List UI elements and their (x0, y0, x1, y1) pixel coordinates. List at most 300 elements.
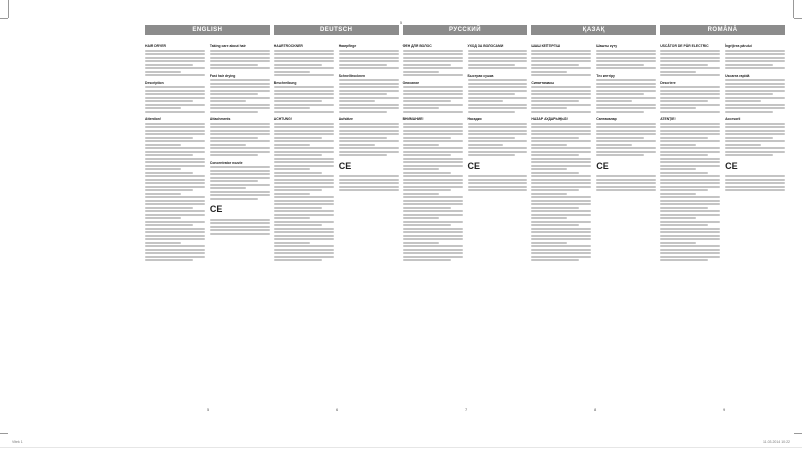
text-line (274, 224, 322, 226)
text-line (468, 111, 516, 113)
section-heading: ATENŢIE! (660, 117, 676, 121)
text-line (725, 104, 785, 106)
text-line (210, 79, 270, 81)
text-line (531, 224, 579, 226)
text-line (725, 126, 785, 128)
text-line (725, 137, 773, 139)
text-line (468, 189, 528, 191)
language-header: РУССКИЙ (403, 25, 528, 35)
text-line (531, 214, 591, 216)
text-line (274, 133, 334, 135)
section-heading: Тез кептіру (596, 73, 615, 78)
text-line (274, 200, 334, 202)
text-line (274, 144, 310, 146)
text-line (596, 57, 656, 59)
text-line (468, 83, 528, 85)
text-line (531, 235, 591, 237)
text-line (145, 224, 193, 226)
text-line (145, 104, 205, 106)
text-line (660, 147, 720, 149)
text-line (403, 214, 463, 216)
text-line (403, 158, 463, 160)
text-line (145, 74, 205, 76)
text-line (403, 207, 451, 209)
text-line (210, 233, 270, 235)
text-line (210, 222, 270, 224)
text-line (531, 186, 591, 188)
text-line (274, 104, 334, 106)
text-line (274, 207, 322, 209)
text-line (660, 67, 720, 69)
text-line (725, 154, 773, 156)
section-heading: Насадки (467, 117, 482, 121)
text-line (468, 90, 528, 92)
text-line (274, 147, 334, 149)
text-line (468, 67, 528, 69)
text-line (403, 231, 463, 233)
text-line (403, 179, 463, 181)
text-line (274, 238, 334, 240)
text-line (531, 179, 591, 181)
text-line (660, 249, 720, 251)
text-line (531, 154, 579, 156)
text-line (660, 203, 720, 205)
text-line (274, 210, 334, 212)
text-line (210, 123, 270, 125)
text-line (660, 111, 720, 113)
text-line (339, 93, 387, 95)
text-line (145, 97, 205, 99)
left-text-column (274, 41, 334, 400)
text-line (596, 67, 656, 69)
text-line (274, 53, 334, 55)
section-heading: Описание (402, 80, 420, 85)
text-line (274, 182, 334, 184)
text-line (145, 172, 193, 174)
text-line (339, 130, 399, 132)
ce-mark-icon: CE (725, 160, 738, 171)
text-line (403, 107, 439, 109)
section-heading: Beschreibung (273, 80, 297, 85)
text-line (725, 57, 785, 59)
text-line (660, 97, 720, 99)
section-heading: Haarpflege (338, 44, 357, 48)
text-line (339, 107, 399, 109)
text-line (725, 53, 785, 55)
text-line (531, 147, 591, 149)
language-header: DEUTSCH (274, 25, 399, 35)
text-line (468, 123, 528, 125)
text-line (403, 137, 451, 139)
text-line (531, 161, 591, 163)
text-line (403, 165, 463, 167)
text-line (403, 140, 463, 142)
text-line (145, 107, 181, 109)
text-line (403, 200, 463, 202)
text-line (339, 86, 399, 88)
section-heading: Aufsätze (338, 117, 353, 121)
text-line (660, 64, 708, 66)
text-line (403, 203, 463, 205)
text-line (403, 235, 463, 237)
language-section-english (145, 25, 270, 400)
section-heading: Быстрая сушка (467, 73, 494, 78)
text-line (531, 57, 591, 59)
text-line (596, 126, 656, 128)
text-line (145, 100, 193, 102)
text-line (660, 71, 696, 73)
text-line (660, 259, 708, 261)
text-line (274, 259, 322, 261)
section-heading: Attachments (209, 117, 231, 121)
text-line (596, 189, 656, 191)
text-line (339, 64, 387, 66)
right-text-column (596, 41, 656, 400)
text-line (660, 224, 708, 226)
right-text-column (210, 41, 270, 400)
text-line (274, 130, 334, 132)
left-text-column (403, 41, 463, 400)
text-line (145, 165, 205, 167)
text-line (274, 86, 334, 88)
text-line (468, 175, 528, 177)
text-line (339, 140, 399, 142)
text-line (596, 175, 656, 177)
text-line (210, 60, 270, 62)
text-line (210, 173, 270, 175)
text-line (596, 154, 644, 156)
text-line (339, 147, 399, 149)
text-line (145, 168, 181, 170)
text-line (531, 168, 567, 170)
section-heading: ШАШ КЕПТІРГІШ (531, 44, 560, 48)
text-line (531, 207, 579, 209)
text-line (531, 193, 567, 195)
section-heading: Schnelltrocknen (338, 73, 366, 78)
text-line (531, 137, 579, 139)
section-heading: Concentrator nozzle (209, 160, 243, 165)
crop-mark (794, 433, 802, 434)
text-line (339, 104, 399, 106)
text-line (274, 123, 334, 125)
text-line (339, 111, 387, 113)
text-line (660, 214, 720, 216)
text-line (596, 53, 656, 55)
text-line (660, 196, 720, 198)
text-line (531, 210, 591, 212)
text-line (339, 186, 399, 188)
text-line (210, 166, 270, 168)
text-line (468, 147, 528, 149)
text-line (145, 235, 205, 237)
text-line (339, 133, 399, 135)
text-line (531, 74, 591, 76)
text-line (274, 140, 334, 142)
text-line (403, 86, 463, 88)
text-line (725, 144, 761, 146)
text-line (145, 242, 181, 244)
text-line (403, 186, 463, 188)
text-line (210, 191, 270, 193)
text-line (403, 111, 463, 113)
section-heading: Descriere (660, 80, 676, 85)
text-line (531, 67, 591, 69)
text-line (660, 165, 720, 167)
text-line (468, 130, 528, 132)
text-line (210, 133, 270, 135)
text-line (725, 182, 785, 184)
text-line (274, 64, 322, 66)
text-line (210, 140, 270, 142)
text-line (210, 154, 258, 156)
text-line (274, 67, 334, 69)
text-line (403, 97, 463, 99)
text-line (274, 126, 334, 128)
section-heading: Uscarea rapidă (725, 73, 750, 78)
text-line (725, 186, 785, 188)
text-line (403, 50, 463, 52)
text-line (274, 175, 334, 177)
text-line (145, 256, 205, 258)
text-line (596, 151, 656, 153)
text-line (274, 214, 334, 216)
text-line (660, 133, 720, 135)
text-line (468, 79, 528, 81)
text-line (339, 53, 399, 55)
text-line (274, 221, 334, 223)
text-line (660, 144, 696, 146)
section-heading: USCĂTOR DE PĂR ELECTRIC (660, 44, 709, 48)
text-line (660, 104, 720, 106)
ce-mark-icon: CE (596, 160, 609, 171)
text-line (468, 151, 528, 153)
text-line (660, 100, 708, 102)
text-line (725, 60, 785, 62)
text-line (403, 172, 451, 174)
text-line (145, 93, 205, 95)
text-line (531, 144, 567, 146)
text-line (660, 217, 696, 219)
page-number: 7 (465, 407, 468, 412)
text-line (145, 221, 205, 223)
text-line (468, 154, 516, 156)
text-line (403, 151, 463, 153)
text-line (403, 71, 439, 73)
text-line (339, 151, 399, 153)
text-line (145, 90, 205, 92)
section-heading: НАЗАР АУДАРЫҢЫЗ! (531, 117, 568, 121)
text-line (531, 93, 591, 95)
text-line (531, 228, 591, 230)
text-line (339, 182, 399, 184)
section-heading: Îngrijirea părului (725, 44, 752, 48)
text-line (145, 259, 193, 261)
section-heading: HAIR DRYER (145, 44, 166, 48)
text-line (274, 97, 334, 99)
text-line (274, 93, 334, 95)
text-line (145, 175, 205, 177)
text-line (468, 186, 528, 188)
right-text-column (468, 41, 528, 400)
text-line (210, 53, 270, 55)
text-line (403, 189, 451, 191)
text-line (660, 60, 720, 62)
text-line (274, 189, 322, 191)
text-line (403, 259, 451, 261)
text-line (274, 242, 310, 244)
text-line (725, 179, 785, 181)
text-line (596, 79, 656, 81)
text-line (145, 53, 205, 55)
text-line (145, 60, 205, 62)
text-line (145, 189, 193, 191)
text-line (660, 130, 720, 132)
text-line (531, 111, 591, 113)
text-line (145, 130, 205, 132)
text-line (660, 74, 720, 76)
text-line (274, 71, 310, 73)
text-line (274, 158, 334, 160)
text-line (531, 64, 579, 66)
text-line (596, 90, 656, 92)
text-line (210, 170, 270, 172)
text-line (468, 50, 528, 52)
right-text-column (339, 41, 399, 400)
text-line (210, 226, 270, 228)
text-line (531, 165, 591, 167)
text-line (145, 179, 205, 181)
text-line (403, 224, 451, 226)
text-line (531, 97, 591, 99)
text-line (274, 74, 334, 76)
text-line (403, 130, 463, 132)
text-line (339, 179, 399, 181)
text-line (274, 252, 334, 254)
text-line (725, 97, 785, 99)
language-section-russian (403, 25, 528, 400)
text-line (210, 184, 270, 186)
text-line (210, 180, 258, 182)
language-header: ENGLISH (145, 25, 270, 35)
text-line (145, 182, 205, 184)
text-line (725, 93, 773, 95)
text-line (403, 252, 463, 254)
text-line (468, 93, 516, 95)
text-line (339, 79, 399, 81)
text-line (403, 90, 463, 92)
text-line (210, 187, 246, 189)
text-line (274, 186, 334, 188)
text-line (531, 50, 591, 52)
text-line (274, 228, 334, 230)
language-header: ҚАЗАҚ (531, 25, 656, 35)
language-section-kazakh (531, 25, 656, 400)
text-line (660, 207, 708, 209)
text-line (468, 107, 528, 109)
text-line (531, 90, 591, 92)
text-line (468, 140, 528, 142)
page-number: 5 (207, 407, 210, 412)
text-line (145, 158, 205, 160)
text-line (274, 217, 310, 219)
text-line (145, 193, 181, 195)
text-line (339, 97, 399, 99)
text-line (403, 147, 463, 149)
text-line (210, 151, 270, 153)
section-heading: Attention! (145, 117, 162, 121)
text-line (145, 50, 205, 52)
text-line (145, 231, 205, 233)
text-line (274, 172, 322, 174)
language-columns (145, 25, 785, 400)
text-line (468, 179, 528, 181)
text-line (274, 107, 310, 109)
text-line (403, 228, 463, 230)
left-text-column (660, 41, 720, 400)
text-line (660, 175, 720, 177)
text-line (274, 100, 322, 102)
text-line (596, 93, 644, 95)
text-line (403, 64, 451, 66)
text-line (531, 249, 591, 251)
text-line (660, 235, 720, 237)
text-line (468, 100, 504, 102)
text-line (274, 203, 334, 205)
text-line (531, 203, 591, 205)
text-line (145, 154, 193, 156)
text-line (339, 83, 399, 85)
text-line (660, 158, 720, 160)
text-line (531, 158, 591, 160)
text-line (210, 177, 270, 179)
text-line (145, 71, 181, 73)
text-line (468, 133, 528, 135)
text-line (210, 147, 270, 149)
text-line (660, 186, 720, 188)
text-line (339, 60, 399, 62)
text-line (145, 86, 205, 88)
language-body (145, 35, 270, 400)
text-line (403, 123, 463, 125)
text-line (339, 189, 399, 191)
text-line (274, 154, 322, 156)
text-line (339, 123, 399, 125)
text-line (468, 137, 516, 139)
text-line (145, 245, 205, 247)
language-section-romana (660, 25, 785, 400)
section-heading: ACHTUNG! (273, 117, 292, 121)
text-line (145, 137, 193, 139)
text-line (210, 57, 270, 59)
text-line (660, 245, 720, 247)
text-line (210, 144, 246, 146)
text-line (660, 57, 720, 59)
text-line (660, 231, 720, 233)
text-line (339, 126, 399, 128)
text-line (531, 259, 579, 261)
text-line (531, 175, 591, 177)
text-line (403, 104, 463, 106)
text-line (145, 161, 205, 163)
text-line (596, 86, 656, 88)
text-line (403, 242, 439, 244)
text-line (660, 200, 720, 202)
text-line (531, 189, 579, 191)
text-line (145, 249, 205, 251)
text-line (725, 83, 785, 85)
text-line (596, 186, 656, 188)
text-line (596, 179, 656, 181)
